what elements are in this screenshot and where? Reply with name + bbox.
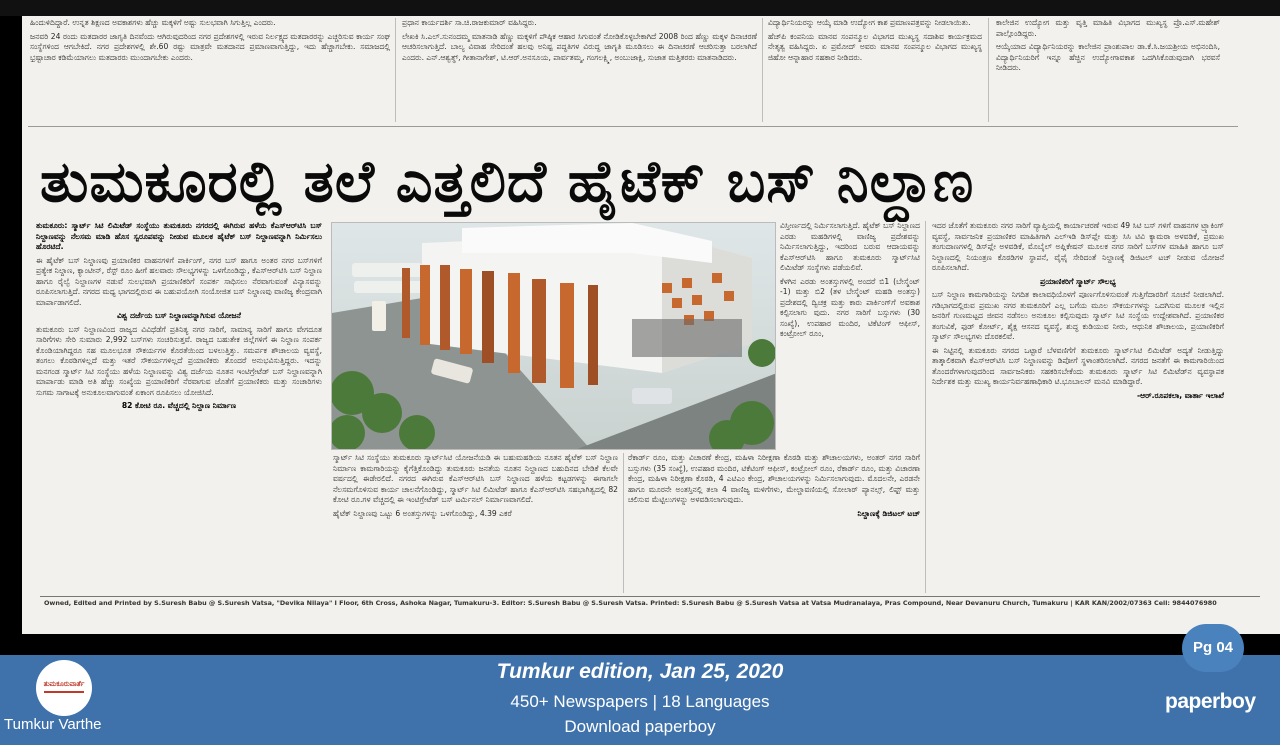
publication-name[interactable]: Tumkur Varthe bbox=[4, 716, 102, 733]
edition-title: Tumkur edition, Jan 25, 2020 bbox=[496, 660, 784, 683]
subheading: ವಿಶ್ವ ದರ್ಜೆಯ ಬಸ್ ನಿಲ್ದಾಣವನ್ನಾಗಿಸುವ ಯೋಜನೆ bbox=[117, 311, 241, 320]
logo-text: ತುಮಕೂರುವಾರ್ತೆ bbox=[43, 680, 85, 688]
column-divider bbox=[925, 221, 926, 593]
publication-logo[interactable] bbox=[36, 660, 92, 716]
paragraph: ಹೆಚ್‌ಪಿ ಕಂಪನಿಯ ಮಾನವ ಸಂಪನ್ಮೂಲ ವಿಭಾಗದ ಮುಖ್ಯಸ್ಥ ಸದಾಶಿವ ಕಾರ್ಯಕ್ರಮದ ನೇತೃತ್ವ ವಹಿಸಿದ್ದರು. ಏ ಪ್ರಮೋದ್ ಅವರು ಮಾನವ ಸಂಪನ್ಮೂಲ ವಿಭಾಗದ ಮುಖ್ಯಸ್ಥ ಜಿಹೋ ಆನ್ನಾಹಾರ ಸಹಕಾರ ನೀಡಿದರು. bbox=[768, 31, 982, 62]
subheading: 82 ಕೋಟಿ ರೂ. ವೆಚ್ಚದಲ್ಲಿ ನಿಲ್ದಾಣ ನಿರ್ಮಾಣ bbox=[121, 401, 237, 410]
top-article-middle bbox=[402, 18, 757, 124]
paragraph: ವಿಸ್ತೀರ್ಣದಲ್ಲಿ ನಿರ್ಮಿಸಲಾಗುತ್ತಿದೆ. ಹೈಟೆಕ್ ಬಸ್ ನಿಲ್ದಾಣದ ಎರಡು ಮಹಡಿಗಳಲ್ಲಿ ವಾಣಿಜ್ಯ ಪ್ರದೇಶವನ್ನು ನಿರ್ಮಿಸಲಾಗುತ್ತಿದ್ದು, ಇದರಿಂದ ಬರುವ ಆದಾಯವನ್ನು ಕೆಎಸ್‌ಆರ್‌ಟಿಸಿ ಹಾಗೂ ತುಮಕೂರು ಸ್ಮಾರ್ಟ್‌ಸಿಟಿ ಲಿಮಿಟೆಡ್ ಸಂಸ್ಥೆಗಳು ಪಡೆಯಲಿವೆ. bbox=[780, 221, 920, 272]
lead-paragraph bbox=[36, 221, 322, 253]
column-divider bbox=[762, 18, 763, 122]
paragraph: ಲೇಖಕಿ ಸಿ.ಎಲ್.ಸುನಂದಮ್ಮ ಮಾತನಾಡಿ ಹೆಣ್ಣು ಮಕ್ಕಳಿಗೆ ಪೌಷ್ಠಿಕ ಆಹಾರ ಸಿಗುವಂತೆ ನೋಡಿಕೊಳ್ಳಬೇಕಾಗಿದೆ 2008 ರಿಂದ ಹೆಣ್ಣು ಮಕ್ಕಳ ದಿನಾಚರಣೆ ಆಚರಿಸಲಾಗುತ್ತಿದೆ. ಬಾಲ್ಯ ವಿವಾಹ ಸೇರಿದಂತೆ ಹಲವು ಅನಿಷ್ಟ ಪದ್ಧತಿಗಳ ವಿರುದ್ಧ ಜಾಗೃತಿ ಮೂಡಿಸಲು ಈ ದಿನಾಚರಣೆ ಆಚರಿಸುತ್ತಾ ಬರಲಾಗಿದೆ ಎಂದರು. ಎನ್.ಆಶ್ವತ್ಥ್, ಗೀತಾನಾಗೇಶ್, ಟಿ.ಆರ್.ಅನಸೂಯ, ಪಾರ್ವತಮ್ಮ, ಗಂಗಲಕ್ಷ್ಮಿ, ಅಂಬುಜಾಕ್ಷಿ, ಸುಜಾತ ಮತ್ತಿತರರು ಮಾತನಾಡಿದರು. bbox=[402, 31, 757, 62]
paperboy-logo[interactable]: paperboy bbox=[1165, 690, 1256, 713]
paragraph: ಜನವರಿ 24 ರಂದು ಮತದಾರರ ಜಾಗೃತಿ ದಿನವೆಂದು ಆಗಿರುವುದರಿಂದ ನಗರ ಪ್ರದೇಶಗಳಲ್ಲಿ ಇರುವ ನಿರ್ಲಕ್ಷ್ಯದ ಮತದಾರರನ್ನು ಎಚ್ಚರಿಸುವ ಕಾರ್ಯ ಸಂಘ ಸಂಸ್ಥೆಗಳಿಂದ ಆಗಬೇಕಿದೆ. ನಗರ ಪ್ರದೇಶಗಳಲ್ಲಿ ಶೇ.60 ರಷ್ಟು ಮಾತ್ರವೇ ಮತದಾನದ ಪ್ರಮಾಣವಾಗುತ್ತಿದ್ದು, ಇದು ಹೆಚ್ಚಾಗಬೇಕು. ಸಮಾಜದಲ್ಲಿ ಭ್ರಷ್ಟಾಚಾರ ಕಡಿಮೆಯಾಗಲು ಮತದಾರರು ಮುಂದಾಗಬೇಕು ಎಂದರು. bbox=[30, 31, 390, 62]
byline: -ಆರ್.ರೂಪಕಲಾ, ವಾರ್ತಾ ಇಲಾಖೆ bbox=[1136, 390, 1224, 400]
article-column-4 bbox=[932, 221, 1224, 593]
article-column-2 bbox=[333, 453, 618, 578]
paragraph: ಕಾಲೇಜಿನ ಉದ್ಯೋಗ ಮತ್ತು ವೃತ್ತಿ ಮಾಹಿತಿ ವಿಭಾಗದ ಮುಖ್ಯಸ್ಥ ಪ್ರೊ.ಎಸ್.ಮಹೇಶ್ ಪಾಲ್ಗೊಂಡಿದ್ದರು. bbox=[996, 18, 1220, 38]
paragraph: ಈ ಹೈಟೆಕ್ ಬಸ್ ನಿಲ್ದಾಣವು ಪ್ರಯಾಣಿಕರ ವಾಹನಗಳಿಗೆ ಪಾರ್ಕಿಂಗ್, ನಗರ ಬಸ್ ಹಾಗೂ ಅಂತರ ನಗರ ಬಸ್‌ಗಳಿಗೆ ಪ್ರತ್ಯೇಕ ನಿಲ್ದಾಣ, ಕ್ಯಾಂಟೀನ್, ರೆಸ್ಟ್ ರೂಂ ಹೀಗೆ ಹಲವಾರು ಸೌಲಭ್ಯಗಳನ್ನು ಒಳಗೊಂಡಿದ್ದು, ಕೆಎಸ್‌ಆರ್‌ಟಿಸಿ ಬಸ್ ನಿಲ್ದಾಣ ಹಾಗೂ ರೈಲ್ವೆ ನಿಲ್ದಾಣಗಳ ನಡುವೆ ಸುಲಭವಾಗಿ ಪ್ರಯಾಣಿಕರಿಗೆ ಸಂಪರ್ಕ ಸಾಧಿಸಲು ನೆರವಾಗುವಂತೆ ವಿನ್ಯಾಸವನ್ನು ರೂಪಿಸಲಾಗುತ್ತಿದೆ. ನಗರದ ಮಧ್ಯ ಭಾಗದಲ್ಲಿರುವ ಈ ಬಹುಪಯೋಗಿ ಸಂಯೋಜಿತ ಬಸ್ ನಿಲ್ದಾಣವು ವಾಣಿಜ್ಯ ಕೇಂದ್ರವಾಗಿ ಮಾರ್ಪಾಡಾಗಲಿದೆ. bbox=[36, 255, 322, 307]
logo-underline bbox=[44, 691, 84, 693]
lead-text: ತುಮಕೂರು: ಸ್ಮಾರ್ಟ್ ಸಿಟಿ ಲಿಮಿಟೆಡ್ ಸಂಸ್ಥೆಯು ತುಮಕೂರು ನಗರದಲ್ಲಿ ಈಗಿರುವ ಹಳೆಯ ಕೆಎಸ್‌ಆರ್‌ಟಿಸಿ ಬಸ್ ನಿಲ್ದಾಣವನ್ನು ನೆಲಸಮ ಮಾಡಿ ಹೊಸ ಸ್ವರೂಪವನ್ನು ನೀಡುವ ಮೂಲಕ ಹೈಟೆಕ್ ಬಸ್ ನಿಲ್ದಾಣವನ್ನಾಗಿ ನಿರ್ಮಿಸಲು ಹೊರಟಿದೆ. bbox=[36, 221, 322, 251]
column-divider bbox=[395, 18, 396, 122]
paragraph: ರೆಕಾರ್ಡ್ ರೂಂ, ಮತ್ತು ವಿಚಾರಣೆ ಕೇಂದ್ರ, ಮಹಿಳಾ ನಿರೀಕ್ಷಣಾ ಕೊಠಡಿ ಮತ್ತು ಶೌಚಾಲಯಗಳು, ಅಂತರ್ ನಗರ ಸಾರಿಗೆ ಬಸ್ಸುಗಳು (35 ಸಂಖ್ಯೆ), ಉಪಹಾರ ಮಂದಿರ, ಟಿಕೆಟಿಂಗ್ ಆಫೀಸ್, ಕಂಟ್ರೋಲ್ ರೂಂ, ರೆಕಾರ್ಡ್ ರೂಂ, ಮತ್ತು ವಿಚಾರಣಾ ಕೇಂದ್ರ, ಮಹಿಳಾ ನಿರೀಕ್ಷಣಾ ಕೊಠಡಿ, 4 ಎಟಿಎಂ ಕೇಂದ್ರ, ಶೌಚಾಲಯಗಳನ್ನು ನಿರ್ಮಿಸಲಾಗುವುದು. ಮೊದಲನೇ, ಎರಡನೇ ಹಾಗೂ ಮೂರನೇ ಅಂತಸ್ತಿನಲ್ಲಿ ತಲಾ 4 ವಾಣಿಜ್ಯ ಮಳಿಗೆಗಳು, ಮೇಲ್ಚಾವಣಿಯಲ್ಲಿ ಸೋಲಾರ್ ಪ್ಯಾನಲ್ಸ್, ಲಿಫ್ಟ್ ಮತ್ತು ಚಲಿಸುವ ಮೆಟ್ಟಿಲುಗಳನ್ನು ಅಳವಡಿಸಲಾಗುವುದು. bbox=[628, 453, 920, 504]
paragraph: ಆಯ್ಕೆಯಾದ ವಿದ್ಯಾರ್ಥಿನಿಯರನ್ನು ಕಾಲೇಜಿನ ಪ್ರಾಂಶುಪಾಲ ಡಾ.ಕೆ.ಸಿ.ಜಯಶ್ರೀಯ ಅಭಿನಂದಿಸಿ, ವಿದ್ಯಾರ್ಥಿನಿಯರಿಗೆ ಇನ್ನೂ ಹೆಚ್ಚಿನ ಉದ್ಯೋಗಾವಕಾಶ ಒದಗಿಸಿಕೊಡುವುದಾಗಿ ಭರವಸೆ ನೀಡಿದರು. bbox=[996, 42, 1220, 72]
column-divider bbox=[988, 18, 989, 122]
paragraph: ವಿದ್ಯಾರ್ಥಿನಿಯರನ್ನು ಆಯ್ಕೆ ಮಾಡಿ ಉದ್ಯೋಗ ಕಾಶ ಪ್ರಮಾಣಪತ್ರವನ್ನು ನೀಡಲಾಯಿತು. bbox=[768, 18, 971, 27]
page-number-badge[interactable]: Pg 04 bbox=[1182, 624, 1244, 672]
paragraph: ಪ್ರಧಾನ ಕಾರ್ಯದರ್ಶಿ ಸಾ.ಚಿ.ರಾಜಕುಮಾರ್ ವಹಿಸಿದ್ದರು. bbox=[402, 18, 537, 27]
tagline: 450+ Newspapers | 18 Languages bbox=[510, 692, 770, 711]
imprint-line: Owned, Edited and Printed by S.Suresh Babu @ S.Suresh Vatsa, "Devika Nilaya" I Floor, 6th Cross, Ashoka Nagar, Tumakuru-3. Editor: S.Suresh Babu @ S.Suresh Vatsa. Printed: S.Suresh Babu @ S.Suresh Vatsa at Vatsa Mudranalaya, Pras Compound, Near Devanuru Church, Tumakuru | KAR KAN/2002/07363 Cell: 9844076980 bbox=[44, 599, 1217, 607]
top-article-right bbox=[768, 18, 982, 124]
article-column-1 bbox=[36, 221, 322, 593]
article-headline: ತುಮಕೂರಲ್ಲಿ ತಲೆ ಎತ್ತಲಿದೆ ಹೈಟೆಕ್ ಬಸ್ ನಿಲ್ದಾಣ bbox=[40, 149, 975, 215]
article-column-3-bottom bbox=[628, 453, 920, 593]
building-illustration bbox=[332, 223, 776, 450]
paragraph: ಬಸ್ ನಿಲ್ದಾಣ ಕಾಮಗಾರಿಯನ್ನು ನಿಗದಿತ ಕಾಲಾವಧಿಯೊಳಗೆ ಪೂರ್ಣಗೊಳಿಸುವಂತೆ ಗುತ್ತಿಗೆದಾರರಿಗೆ ಸೂಚನೆ ನೀಡಲಾಗಿದೆ. ಗಡಿಭಾಗದಲ್ಲಿರುವ ಪ್ರಮುಖ ನಗರ ತುಮಕೂರಿಗೆ ಎಲ್ಲ ಬಗೆಯ ಮೂಲ ಸೌಕರ್ಯಗಳನ್ನು ಒದಗಿಸುವ ಮೂಲಕ ಇಲ್ಲಿನ ಜನರಿಗೆ ಗುಣಮಟ್ಟದ ಜೀವನ ನಡೆಸಲು ಅನುಕೂಲ ಕಲ್ಪಿಸುವುದು ಸ್ಮಾರ್ಟ್ ಸಿಟಿ ಸಂಸ್ಥೆಯ ಉದ್ದೇಶವಾಗಿದೆ. ಪ್ರಯಾಣಿಕರ ತಂಗುವಿಕೆ, ಫುಡ್ ಕೋರ್ಟ್, ಶೈಕ್ಷ ಆಸನದ ವ್ಯವಸ್ಥೆ, ಶುದ್ಧ ಕುಡಿಯುವ ನೀರು, ಆಧುನಿಕ ಶೌಚಾಲಯ, ಪ್ರಯಾಣಿಕರಿಗೆ ಸ್ಮಾರ್ಟ್ ಸೌಲಭ್ಯಗಳು ದೊರಕಲಿವೆ. bbox=[932, 290, 1224, 341]
download-link[interactable]: Download paperboy bbox=[564, 717, 716, 736]
top-bar bbox=[0, 0, 1280, 16]
subheading: ಪ್ರಯಾಣಿಕರಿಗೆ ಸ್ಮಾರ್ಟ್ ಸೌಲಭ್ಯ bbox=[1040, 276, 1116, 286]
column-divider bbox=[623, 453, 624, 593]
paragraph: ಇದರ ಜೊತೆಗೆ ತುಮಕೂರು ನಗರ ಸಾರಿಗೆ ವ್ಯಾಪ್ತಿಯಲ್ಲಿ ಕಾರ್ಯಾಚರಣೆ ಇರುವ 49 ಸಿಟಿ ಬಸ್ ಗಳಿಗೆ ವಾಹನಗಳ ಟ್ರ್ಯಾಕಿಂಗ್ ವ್ಯವಸ್ಥೆ, ಸಾರ್ವಜನಿಕ ಪ್ರಯಾಣಿಕರ ಮಾಹಿತಿಗಾಗಿ ಎಲ್‌ಇಡಿ ಡಿಸ್‌ಪ್ಲೇ ಮತ್ತು ಸಿಸಿ ಟಿವಿ ಕ್ಯಾಮರಾ ಅಳವಡಿಕೆ, ಪ್ರಮುಖ ತಂಗುದಾಣಗಳಲ್ಲಿ ಡಿಸ್‌ಪ್ಲೇ ಅಳವಡಿಕೆ, ಮೊಬೈಲ್ ಅಪ್ಲಿಕೇಷನ್ ಮೂಲಕ ನಗರ ಸಾರಿಗೆ ಬಸ್‌ಗಳ ಮಾಹಿತಿ ಹಾಗೂ ಬಸ್ ನಿಲ್ದಾಣದಲ್ಲಿ ನಿಯಂತ್ರಣ ಕೊಠಡಿಗಳ ಸ್ಥಾಪನೆ, ವೈಫೈ ಸೇರಿದಂತೆ ನಿಲ್ದಾಣಕ್ಕೆ ಡಿಜಿಟಲ್ ಟಚ್ ನೀಡುವ ಯೋಜನೆ ರೂಪಿಸಲಾಗಿದೆ. bbox=[932, 221, 1224, 272]
paragraph: ತುಮಕೂರು ಬಸ್ ನಿಲ್ದಾಣವಿಂದ ರಾಜ್ಯದ ವಿವಿಧೆಡೆಗೆ ಪ್ರತಿನಿತ್ಯ ನಗರ ಸಾರಿಗೆ, ಸಾಮಾನ್ಯ ಸಾರಿಗೆ ಹಾಗೂ ವೇಗದೂತ ಸಾರಿಗೆಗಳು ಸೇರಿ ಸುಮಾರು 2,992 ಬಸ್‌ಗಳು ಸಂಚರಿಸುತ್ತವೆ. ರಾಜ್ಯದ ಬಹುತೇಕ ಜಿಲ್ಲೆಗಳಿಗೆ ಈ ನಿಲ್ದಾಣ ಸಂಪರ್ಕ ಕೊಂಡಿಯಾಗಿದ್ದರೂ ಸಹ ಮೂಲಭೂತ ಸೌಕರ್ಯಗಳ ಕೊರತೆಯಿಂದ ಬಳಲುತ್ತಿತ್ತು. ಸಮರ್ಪಕ ಶೌಚಾಲಯ ವ್ಯವಸ್ಥೆ, ತಂಗಲು ಕೊಠಡಿಗಳಿಲ್ಲದೆ ಮತ್ತು ಇತರೆ ಸೌಕರ್ಯಗಳಿಲ್ಲದೆ ಪ್ರಯಾಣಿಕರು ತೊಂದರೆ ಅನುಭವಿಸುತ್ತಿದ್ದರು. ಇದನ್ನು ಮನಗಂಡ ಸ್ಮಾರ್ಟ್ ಸಿಟಿ ಸಂಸ್ಥೆಯು ಹಳೆಯ ನಿಲ್ದಾಣವನ್ನು ವಿಶ್ವ ದರ್ಜೆಯ ನೂತನ ಇಂಟಿಗ್ರೇಟೆಡ್ ಬಸ್ ನಿಲ್ದಾಣವನ್ನಾಗಿ ಮಾರ್ಪಾಡು ಮಾಡಿ ಅತಿ ಹೆಚ್ಚು ಸಂಖ್ಯೆಯ ಪ್ರಯಾಣಿಕರಿಗೆ ನೆರವಾಗುವ ಜೊತೆಗೆ ಪ್ರಯಾಣಿಕರು ಮತ್ತು ಸಂಚಾರಿಗಳು ಸುಗಮ ಸಾಗಾಟಕ್ಕೆ ಅನುಕೂಲವಾಗುವಂತೆ ಏಕಾಂಗ ರೂಪಿಸಲು ಯೋಜಿಸಿದೆ. bbox=[36, 324, 322, 397]
article-column-3-top bbox=[780, 221, 920, 451]
top-article-far-right bbox=[996, 18, 1220, 124]
section-divider bbox=[28, 126, 1238, 127]
subheading: ನಿಲ್ದಾಣಕ್ಕೆ ಡಿಜಿಟಲ್ ಟಚ್ bbox=[857, 508, 920, 518]
newspaper-page[interactable] bbox=[22, 16, 1280, 634]
paragraph: ಹೈಟೆಕ್ ನಿಲ್ದಾಣವು ಒಟ್ಟು 6 ಅಂತಸ್ತುಗಳನ್ನು ಒಳಗೊಂಡಿದ್ದು, 4.39 ಎಕರೆ bbox=[333, 508, 512, 518]
top-article-left bbox=[30, 18, 390, 124]
imprint-divider bbox=[40, 596, 1260, 597]
paragraph: ಕೆಳಗಿನ ಎರಡು ಅಂತಸ್ತುಗಳಲ್ಲಿ ಅಂದರೆ ಬಿ1 (ಬೇಸ್ಮೆಂಟ್ -1) ಮತ್ತು ಬಿ2 (ತಳ ಬೇಸ್ಮೆಂಟ್ ಮಹಡಿ ಅಂತಸ್ತು) ಪ್ರದೇಶದಲ್ಲಿ ದ್ವಿಚಕ್ರ ಮತ್ತು ಕಾರು ಪಾರ್ಕಿಂಗ್‌ಗೆ ಅವಕಾಶ ಕಲ್ಪಿಸಲಾಗು ವುದು. ನಗರ ಸಾರಿಗೆ ಬಸ್ಸುಗಳು (30 ಸಂಖ್ಯೆ), ಉಪಹಾರ ಮಂದಿರ, ಟಿಕೆಟಿಂಗ್ ಆಫೀಸ್, ಕಂಟ್ರೋಲ್ ರೂಂ, bbox=[780, 276, 920, 338]
bus-terminal-rendering-image bbox=[331, 222, 776, 450]
paragraph: ಸ್ಮಾರ್ಟ್ ಸಿಟಿ ಸಂಸ್ಥೆಯು ತುಮಕೂರು ಸ್ಮಾರ್ಟ್‌ಸಿಟಿ ಯೋಜನೆಯಡಿ ಈ ಬಹುಮಹಡಿಯ ನೂತನ ಹೈಟೆಕ್ ಬಸ್ ನಿಲ್ದಾಣ ನಿರ್ಮಾಣ ಕಾಮಗಾರಿಯನ್ನು ಕೈಗೆತ್ತಿಕೊಂಡಿದ್ದು ತುಮಕೂರು ಜನತೆಯ ನೂತನ ನಿಲ್ದಾಣದ ಬಹುದಿನದ ಬೇಡಿಕೆ ಕೆಲವೇ ವರ್ಷದಲ್ಲಿ ಈಡೇರಲಿದೆ. ನಗರದ ಈಗಿರುವ ಕೆಎಸ್‌ಆರ್‌ಟಿಸಿ ಬಸ್ ನಿಲ್ದಾಣದ ಹಳೆಯ ಕಟ್ಟಡಗಳನ್ನು ಈಗಾಗಲೇ ನೆಲಸಮಗೊಳಿಸುವ ಕಾರ್ಯ ಚಾಲನೆಗೊಂಡಿದ್ದು, ಸ್ಮಾರ್ಟ್ ಸಿಟಿ ಲಿಮಿಟೆಡ್ ಹಾಗೂ ಕೆಎಸ್‌ಆರ್‌ಟಿಸಿ ಸಹಭಾಗಿತ್ವದಲ್ಲಿ 82 ಕೋಟಿ ರೂ.ಗಳ ವೆಚ್ಚದಲ್ಲಿ ಈ ಇಂಟಿಗ್ರೇಟೆಡ್ ಬಸ್ ಟರ್ಮಿನಲ್ ನಿರ್ಮಾಣವಾಗಲಿದೆ. bbox=[333, 453, 618, 504]
paragraph: ಹಿಂದುಳಿದಿದ್ದಾರೆ. ಉನ್ನತ ಶಿಕ್ಷಣದ ಅವಕಾಶಗಳು ಹೆಚ್ಚು ಮಕ್ಕಳಿಗೆ ಅಷ್ಟು ಸುಲಭವಾಗಿ ಸಿಗುತ್ತಿಲ್ಲ ಎಂದರು. bbox=[30, 18, 276, 27]
paragraph: ಈ ನಿಟ್ಟಿನಲ್ಲಿ ತುಮಕೂರು ನಗರದ ಒಟ್ಟಾರೆ ಬೆಳವಣಿಗೆಗೆ ತುಮಕೂರು ಸ್ಮಾರ್ಟ್‌ಸಿಟಿ ಲಿಮಿಟೆಡ್ ಅದ್ಯತೆ ನೀಡುತ್ತಿದ್ದು ತಾತ್ಕಾಲಿಕವಾಗಿ ಕೆಎಸ್‌ಆರ್‌ಟಿಸಿ ಬಸ್ ನಿಲ್ದಾಣವನ್ನು ಡಿಪೋಗೆ ಸ್ಥಳಾಂತರಿಸಲಾಗಿದೆ. ನಗರದ ಜನತೆಗೆ ಈ ಕಾಮಗಾರಿಯಿಂದ ತೊಂದರೆಗಳಾಗುವುದರಿಂದ ಸಾರ್ವಜನಿಕರು ಸಹಕರಿಸಬೇಕೆಂದು ತುಮಕೂರು ಸ್ಮಾರ್ಟ್ ಸಿಟಿ ಲಿಮಿಟೆಡ್‌ನ ವ್ಯವಸ್ಥಾಪಕ ನಿರ್ದೇಶಕ ಮತ್ತು ಮುಖ್ಯ ಕಾರ್ಯನಿರ್ವಹಣಾಧಿಕಾರಿ ಟಿ.ಭೂಬಾಲನ್ ಮನವಿ ಮಾಡಿದ್ದಾರೆ. bbox=[932, 345, 1224, 386]
